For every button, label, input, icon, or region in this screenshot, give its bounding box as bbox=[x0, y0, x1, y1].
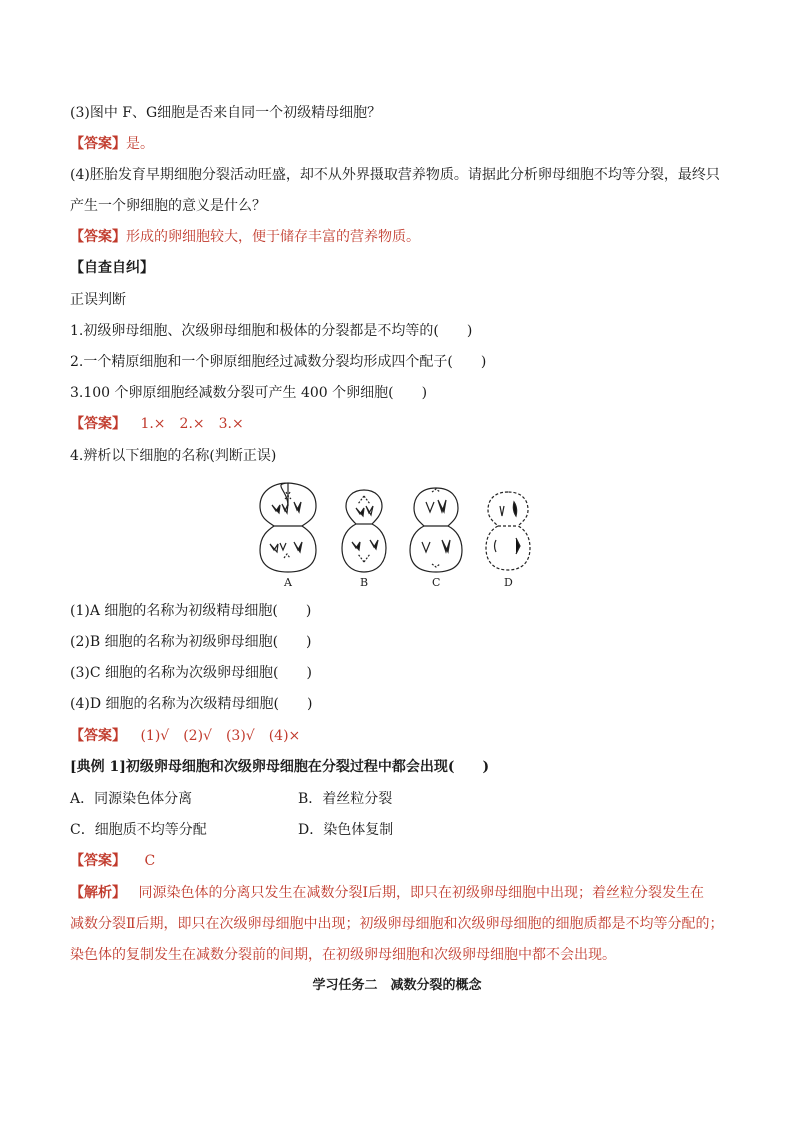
q3-answer bbox=[70, 134, 154, 154]
judge-item-3: 3.100 个卵原细胞经减数分裂可产生 400 个卵细胞( ) bbox=[70, 385, 428, 401]
figure-label-c: C bbox=[432, 576, 441, 589]
answer-label: 【答案】 bbox=[70, 416, 126, 432]
answer-label: 【答案】 bbox=[70, 136, 126, 152]
judge-item-1: 1.初级卵母细胞、次级卵母细胞和极体的分裂都是不均等的( ) bbox=[70, 323, 473, 339]
answer-label: 【答案】 bbox=[70, 229, 126, 245]
answer-text: C bbox=[144, 853, 156, 869]
analysis-label: 【解析】 bbox=[70, 885, 126, 901]
sub-item-3: (3)C 细胞的名称为次级卵母细胞( ) bbox=[70, 665, 312, 681]
option-a: A．同源染色体分离 bbox=[70, 791, 193, 807]
option-b: B．着丝粒分裂 bbox=[298, 791, 393, 807]
figure-label-b: B bbox=[360, 576, 369, 589]
sub-items-answer bbox=[70, 726, 300, 746]
answer-label: 【答案】 bbox=[70, 853, 126, 869]
sub-item-1: (1)A 细胞的名称为初级精母细胞( ) bbox=[70, 603, 312, 619]
self-check-heading: 【自查自纠】 bbox=[70, 260, 154, 276]
option-c: C．细胞质不均等分配 bbox=[70, 822, 207, 838]
answer-text: 是。 bbox=[126, 136, 154, 152]
answer-label: 【答案】 bbox=[70, 728, 126, 744]
example1-analysis-line1 bbox=[70, 883, 704, 903]
example1-analysis-line3: 染色体的复制发生在减数分裂前的间期，在初级卵母细胞和次级卵母细胞中都不会出现。 bbox=[70, 947, 616, 963]
sub-item-2: (2)B 细胞的名称为初级卵母细胞( ) bbox=[70, 634, 312, 650]
cell-division-figure bbox=[256, 480, 546, 590]
answer-text: 1.× 2.× 3.× bbox=[140, 416, 244, 432]
sub-item-4: (4)D 细胞的名称为次级精母细胞( ) bbox=[70, 696, 313, 712]
cell-a bbox=[260, 483, 316, 572]
judge-item-2: 2.一个精原细胞和一个卵原细胞经过减数分裂均形成四个配子( ) bbox=[70, 354, 487, 370]
example1-answer bbox=[70, 851, 155, 871]
judge-item-4: 4.辨析以下细胞的名称(判断正误) bbox=[70, 448, 277, 464]
figure-label-a: A bbox=[284, 576, 292, 589]
q4-question-line2: 产生一个卵细胞的意义是什么？ bbox=[70, 198, 266, 214]
figure-label-d: D bbox=[504, 576, 513, 589]
q4-question-line1: (4)胚胎发育早期细胞分裂活动旺盛，却不从外界摄取营养物质。请据此分析卵母细胞不均等分裂，最终只 bbox=[70, 167, 720, 183]
cell-b bbox=[342, 490, 386, 572]
example1-question: [典例 1]初级卵母细胞和次级卵母细胞在分裂过程中都会出现( ) bbox=[70, 759, 490, 775]
cell-d bbox=[486, 492, 530, 570]
q3-question: (3)图中 F、G细胞是否来自同一个初级精母细胞？ bbox=[70, 105, 382, 121]
cell-c bbox=[410, 488, 462, 572]
option-d: D．染色体复制 bbox=[298, 822, 394, 838]
self-check-subheading: 正误判断 bbox=[70, 292, 126, 308]
example1-analysis-line2: 减数分裂Ⅱ后期，即只在次级卵母细胞中出现；初级卵母细胞和次级卵母细胞的细胞质都是不均等分配的； bbox=[70, 916, 724, 932]
q4-answer bbox=[70, 227, 420, 247]
section-title: 学习任务二 减数分裂的概念 bbox=[312, 978, 482, 993]
self-check-answer bbox=[70, 414, 244, 434]
answer-text: (1)√ (2)√ (3)√ (4)× bbox=[140, 728, 301, 744]
answer-text: 形成的卵细胞较大，便于储存丰富的营养物质。 bbox=[126, 229, 420, 245]
analysis-text: 同源染色体的分离只发生在减数分裂Ⅰ后期，即只在初级卵母细胞中出现；着丝粒分裂发生在 bbox=[138, 885, 704, 901]
